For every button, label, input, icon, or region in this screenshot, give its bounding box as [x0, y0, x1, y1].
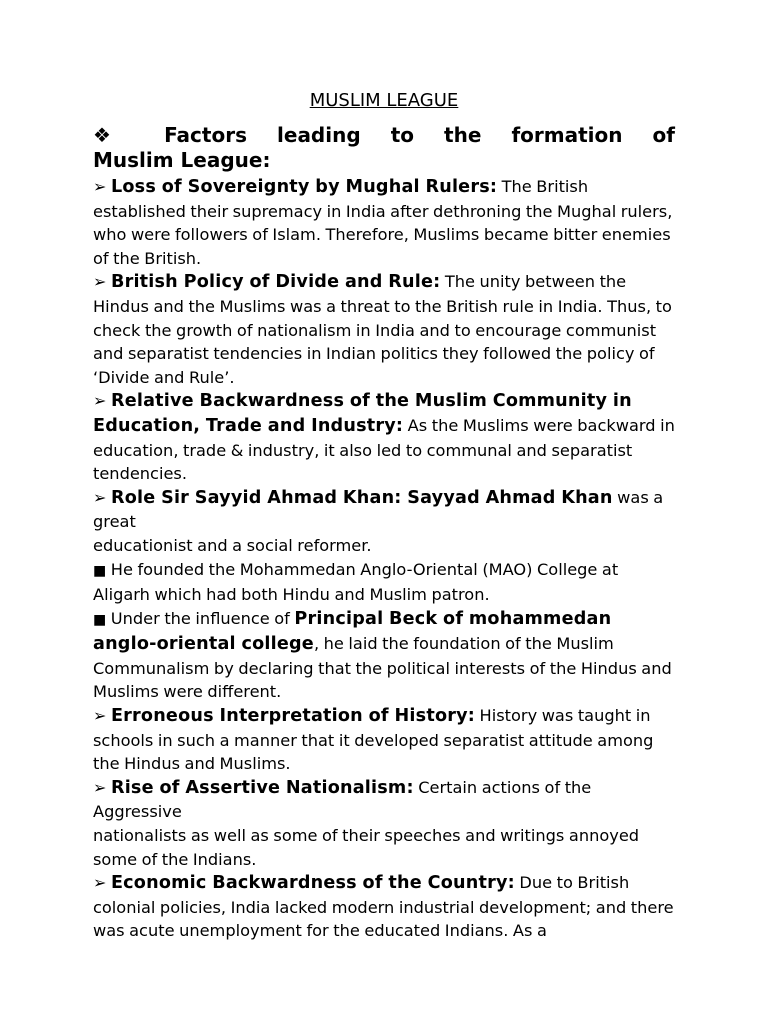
factor-lead: Economic Backwardness of the Country:	[110, 873, 515, 894]
square-bullet-icon: ■	[93, 611, 107, 628]
factor-text-continued: nationalists as well as some of their speeches and writings annoyed some of the Indians.	[93, 826, 640, 869]
page-title: MUSLIM LEAGUE	[309, 90, 459, 111]
section-heading-line1	[93, 123, 675, 148]
factor-text: The unity between the Hindus and the Muslims was a threat to the British rule in India. Thus, to check the growth of nationalism in India and to encourage communist and separatist tendencies in Indian politics they followed the policy of ‘Divide and Rule’.	[93, 272, 672, 387]
factor-item	[93, 389, 675, 485]
factor-item	[93, 175, 675, 270]
factor-item	[93, 270, 675, 389]
factor-item	[93, 704, 675, 776]
factor-text: As the Muslims were backward in education, trade & industry, it also led to communal and separatist tendencies.	[93, 415, 675, 484]
arrow-bullet-icon: ➢	[93, 777, 107, 797]
arrow-bullet-icon: ➢	[93, 391, 107, 411]
document-page	[93, 88, 675, 943]
sub-bullet-bold: Principal Beck of mohammedan anglo-oriental college	[93, 608, 612, 655]
factor-item	[93, 871, 675, 943]
arrow-bullet-icon: ➢	[93, 706, 107, 726]
factor-lead: Erroneous Interpretation of History:	[110, 706, 476, 727]
arrow-bullet-icon: ➢	[93, 873, 107, 893]
factor-lead: British Policy of Divide and Rule:	[110, 272, 441, 293]
sub-bullet-text-post: , he laid the foundation of the Muslim Communalism by declaring that the political interests of the Hindus and Muslims were different.	[93, 634, 672, 702]
sub-bullet-text: He founded the Mohammedan Anglo-Oriental (MAO) College at Aligarh which had both Hindu and Muslim patron.	[93, 559, 619, 605]
arrow-bullet-icon: ➢	[93, 272, 107, 292]
factor-lead: Relative Backwardness of the Muslim Community in Education, Trade and Industry:	[93, 391, 632, 436]
factor-lead: Loss of Sovereignty by Mughal Rulers:	[110, 177, 498, 197]
sub-bullet-item	[93, 607, 675, 704]
arrow-bullet-icon: ➢	[93, 177, 107, 196]
square-bullet-icon: ■	[93, 562, 107, 579]
section-heading-line2: Muslim League:	[93, 148, 271, 172]
arrow-bullet-icon: ➢	[93, 487, 107, 507]
sub-bullet-text-pre: Under the influence of	[106, 608, 295, 628]
factor-text: The British established their supremacy in India after dethroning the Mughal rulers, who were followers of Islam. Therefore, Muslims became bitter enemies of the British.	[93, 177, 673, 268]
factor-lead: Rise of Assertive Nationalism:	[110, 777, 414, 798]
diamond-bullet-icon: ❖	[93, 123, 135, 147]
factor-text-continued: educationist and a social reformer.	[93, 535, 372, 555]
factor-text: was a great	[93, 487, 664, 532]
factor-item	[93, 776, 675, 871]
sub-bullet-item	[93, 558, 675, 607]
factor-text: Certain actions of the Aggressive	[93, 777, 592, 822]
factor-item	[93, 486, 675, 558]
factor-text: Due to British colonial policies, India lacked modern industrial development; and there was acute unemployment for the educated Indians. As a	[93, 873, 674, 941]
factor-lead: Role Sir Sayyid Ahmad Khan: Sayyad Ahmad Khan	[110, 487, 613, 508]
section-heading-text: Factors leading to the formation of	[164, 123, 675, 147]
factor-text: History was taught in schools in such a manner that it developed separatist attitude among the Hindus and Muslims.	[93, 706, 654, 774]
section-heading	[93, 123, 675, 173]
